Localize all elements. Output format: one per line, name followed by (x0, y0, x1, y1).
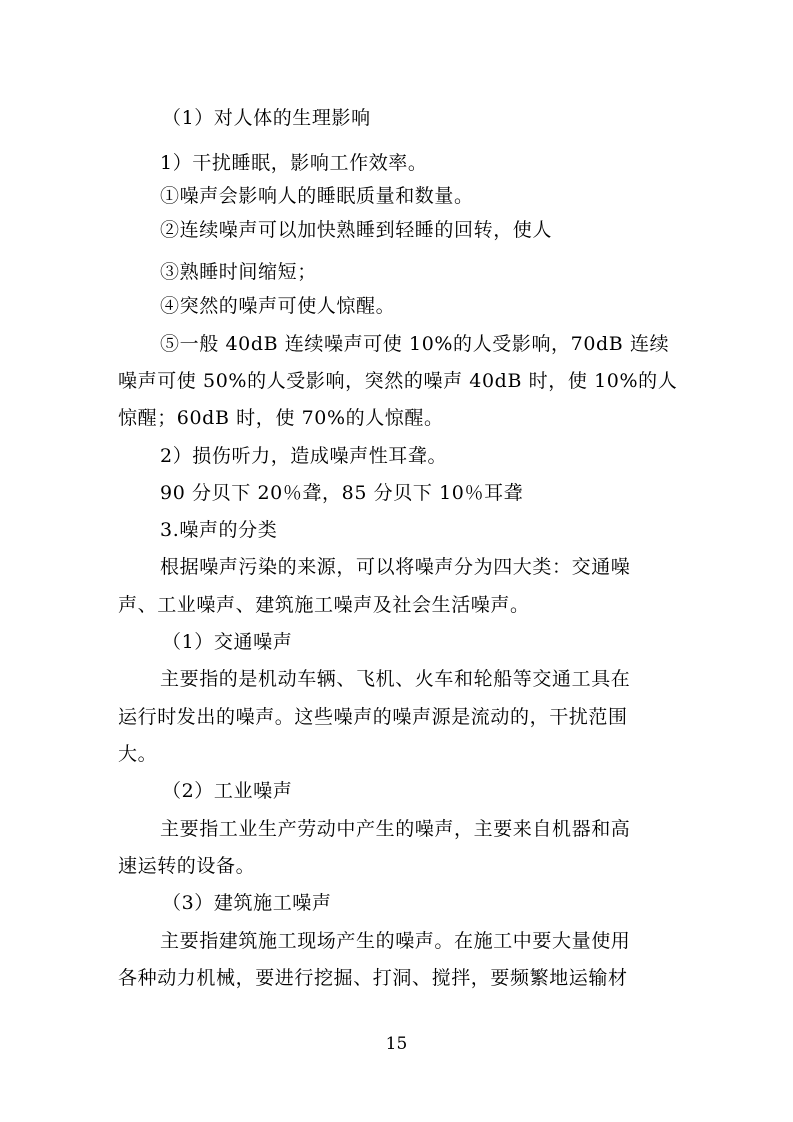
paragraph-line: 1）干扰睡眠，影响工作效率。 (160, 152, 428, 174)
paragraph-line: 主要指工业生产劳动中产生的噪声，主要来自机器和高 (160, 818, 631, 840)
subheading-construction-noise: （3）建筑施工噪声 (162, 892, 332, 914)
paragraph-line: 速运转的设备。 (118, 855, 256, 877)
paragraph-line: ④突然的噪声可使人惊醒。 (160, 295, 396, 317)
paragraph-line: 90 分贝下 20％聋，85 分贝下 10％耳聋 (160, 482, 524, 504)
paragraph-line: ⑤一般 40dB 连续噪声可使 10%的人受影响，70dB 连续 (160, 333, 670, 355)
page-number: 15 (385, 1034, 408, 1054)
paragraph-line: 2）损伤听力，造成噪声性耳聋。 (160, 445, 448, 467)
paragraph-line: ③熟睡时间缩短； (160, 261, 317, 283)
paragraph-line: 大。 (118, 743, 158, 765)
paragraph-line: ②连续噪声可以加快熟睡到轻睡的回转，使人 (160, 219, 553, 241)
paragraph-line: 噪声可使 50%的人受影响，突然的噪声 40dB 时，使 10%的人 (118, 370, 678, 392)
subheading-industrial-noise: （2）工业噪声 (162, 780, 293, 802)
paragraph-line: 运行时发出的噪声。这些噪声的噪声源是流动的，干扰范围 (118, 706, 628, 728)
paragraph-line: 主要指的是机动车辆、飞机、火车和轮船等交通工具在 (160, 668, 631, 690)
paragraph-line: 主要指建筑施工现场产生的噪声。在施工中要大量使用 (160, 930, 631, 952)
paragraph-line: ①噪声会影响人的睡眠质量和数量。 (160, 185, 474, 207)
section-heading: 3.噪声的分类 (160, 519, 278, 541)
heading-physiological-effects: （1）对人体的生理影响 (162, 107, 371, 129)
subheading-traffic-noise: （1）交通噪声 (162, 631, 293, 653)
paragraph-line: 惊醒；60dB 时，使 70%的人惊醒。 (118, 407, 444, 429)
paragraph-line: 各种动力机械，要进行挖掘、打洞、搅拌，要频繁地运输材 (118, 967, 628, 989)
paragraph-line: 声、工业噪声、建筑施工噪声及社会生活噪声。 (118, 594, 530, 616)
paragraph-line: 根据噪声污染的来源，可以将噪声分为四大类：交通噪 (160, 556, 631, 578)
